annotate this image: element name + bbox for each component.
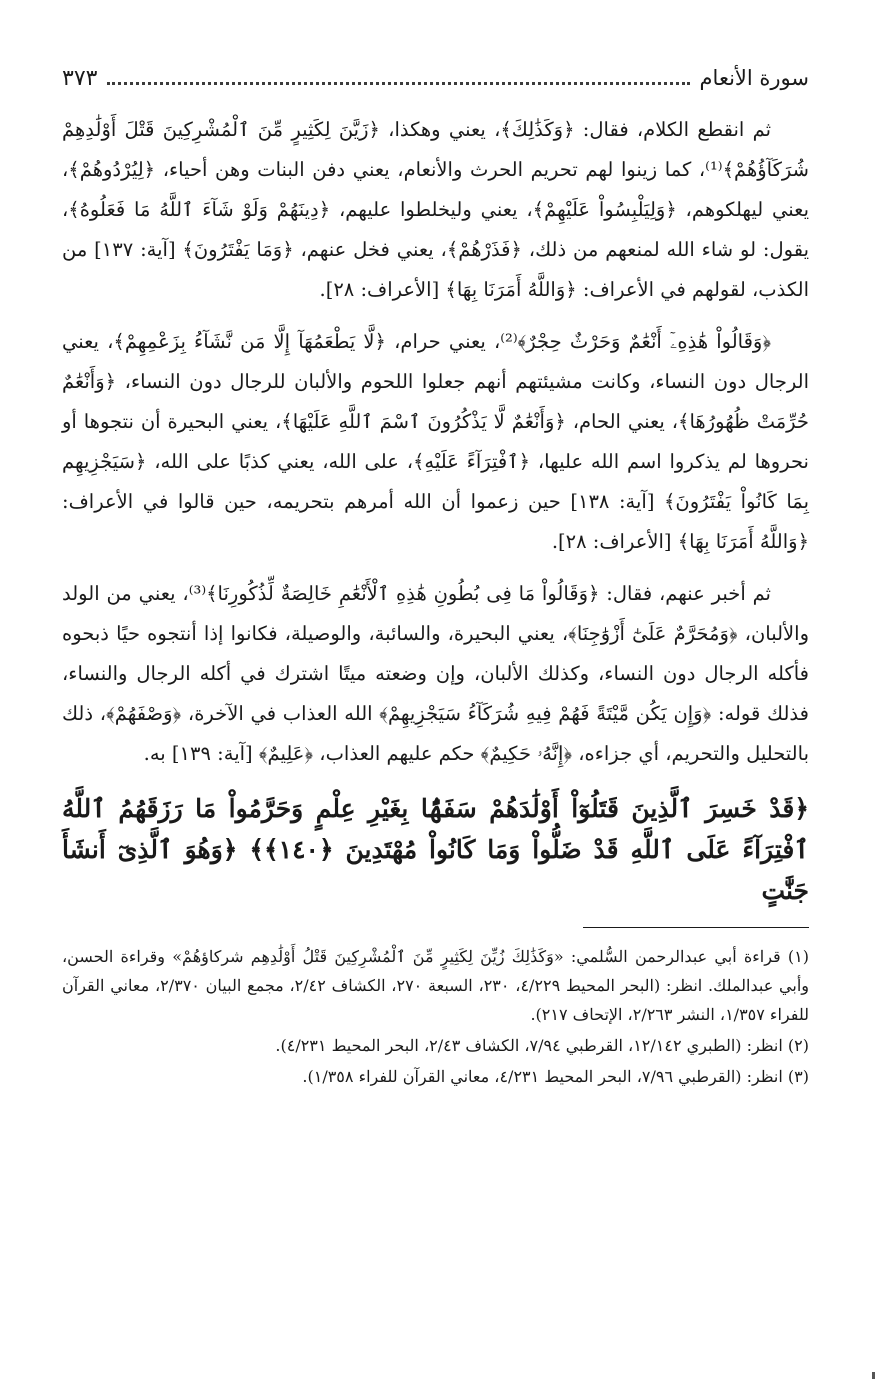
footnote: (٢) انظر: (الطبري ١٢/١٤٢، القرطبي ٧/٩٤، الكشاف ٢/٤٣، البحر المحيط ٤/٢٣١).	[275, 1036, 809, 1055]
paragraph: ﴿وَقَالُواْ هَٰذِهِۦٓ أَنْعَٰمٌ وَحَرْثٌ حِجْرٌ﴾⁽²⁾، يعني حرام، ﴿لَّا يَطْعَمُهَآ إِلَّا مَن نَّشَآءُ بِزَعْمِهِمْ﴾، يعني الرجال دون النساء، وكانت مشيئتهم أنهم جعلوا اللحوم والألبان للرجال دون النساء، ﴿وَأَنْعَٰمٌ حُرِّمَتْ ظُهُورُهَا﴾، يعني الحام، ﴿وَأَنْعَٰمٌ لَّا يَذْكُرُونَ ٱسْمَ ٱللَّهِ عَلَيْهَا﴾، يعني البحيرة أن نتجوها أو نحروها لم يذكروا اسم الله عليها، ﴿ٱفْتِرَآءً عَلَيْهِ﴾، على الله، يعني كذبًا على الله، ﴿سَيَجْزِيهِم بِمَا كَانُواْ يَفْتَرُونَ﴾ [آية: ١٣٨] حين زعموا أن الله أمرهم بتحريمه، حين قالوا في الأعراف: ﴿وَاللَّهُ أَمَرَنَا بِهَا﴾ [الأعراف: ٢٨].	[62, 330, 809, 553]
running-header	[62, 58, 809, 98]
footnote-separator	[583, 927, 809, 928]
paragraph: ثم أخبر عنهم، فقال: ﴿وَقَالُواْ مَا فِى بُطُونِ هَٰذِهِ ٱلْأَنْعَٰمِ خَالِصَةٌ لِّذُكُورِنَا﴾⁽³⁾، يعني من الولد والألبان، ﴿وَمُحَرَّمٌ عَلَىٰٓ أَزْوَٰجِنَا﴾، يعني البحيرة، والسائبة، والوصيلة، فكانوا إذا أنتجوه حيًا ذبحوه فأكله الرجال دون النساء، وكذلك الألبان، وإن وضعته ميتًا اشترك في أكله الرجال والنساء، فذلك قوله: ﴿وَإِن يَكُن مَّيْتَةً فَهُمْ فِيهِ شُرَكَآءُ سَيَجْزِيهِمْ﴾ الله العذاب في الآخرة، ﴿وَصْفَهُمْ﴾، ذلك بالتحليل والتحريم، أي جزاءه، ﴿إِنَّهُۥ حَكِيمٌ﴾ حكم عليهم العذاب، ﴿عَلِيمٌ﴾ [آية: ١٣٩] به.	[62, 582, 809, 765]
page-number: ٣٧٣	[62, 66, 98, 91]
quran-verse-block: ﴿قَدْ خَسِرَ ٱلَّذِينَ قَتَلُوٓاْ أَوْلَٰدَهُمْ سَفَهًۢا بِغَيْرِ عِلْمٍ وَحَرَّمُواْ مَا رَزَقَهُمُ ٱللَّهُ ٱفْتِرَآءً عَلَى ٱللَّهِ قَدْ ضَلُّواْ وَمَا كَانُواْ مُهْتَدِينَ ﴿١٤٠﴾﴾ ﴿وَهُوَ ٱلَّذِىٓ أَنشَأَ جَنَّٰتٍ	[62, 794, 809, 905]
footnote: (٣) انظر: (القرطبي ٧/٩٦، البحر المحيط ٤/٢٣١، معاني القرآن للفراء ١/٣٥٨).	[302, 1067, 809, 1086]
scan-mark	[872, 1372, 875, 1379]
leader-dots	[107, 58, 689, 85]
paragraph: ثم انقطع الكلام، فقال: ﴿وَكَذَٰلِكَ﴾، يعني وهكذا، ﴿زَيَّنَ لِكَثِيرٍ مِّنَ ٱلْمُشْرِكِينَ قَتْلَ أَوْلَٰدِهِمْ شُرَكَآؤُهُمْ﴾⁽¹⁾، كما زينوا لهم تحريم الحرث والأنعام، يعني دفن البنات وهن أحياء، ﴿لِيُرْدُوهُمْ﴾، يعني ليهلكوهم، ﴿وَلِيَلْبِسُواْ عَلَيْهِمْ﴾، يعني وليخلطوا عليهم، ﴿دِينَهُمْ وَلَوْ شَآءَ ٱللَّهُ مَا فَعَلُوهُ﴾، يقول: لو شاء الله لمنعهم من ذلك، ﴿فَذَرْهُمْ﴾، يعني فخل عنهم، ﴿وَمَا يَفْتَرُونَ﴾ [آية: ١٣٧] من الكذب، لقولهم في الأعراف: ﴿وَاللَّهُ أَمَرَنَا بِهَا﴾ [الأعراف: ٢٨].	[62, 118, 809, 301]
surah-title: سورة الأنعام	[699, 66, 809, 90]
footnote: (١) قراءة أبي عبدالرحمن السُّلمي: «وَكَذَٰلِكَ زُيِّنَ لِكَثِيرٍ مِّنَ ٱلْمُشْرِكِينَ قَتْلُ أَوْلَٰدِهِم شركاؤهُمْ» وقراءة الحسن، وأبي عبدالملك. انظر: (البحر المحيط ٤/٢٢٩، ٢٣٠، السبعة ٢٧٠، الكشاف ٢/٤٢، مجمع البيان ٢/٣٧٠، معاني القرآن للفراء ١/٣٥٧، النشر ٢/٢٦٣، الإتحاف ٢١٧).	[62, 947, 809, 1024]
